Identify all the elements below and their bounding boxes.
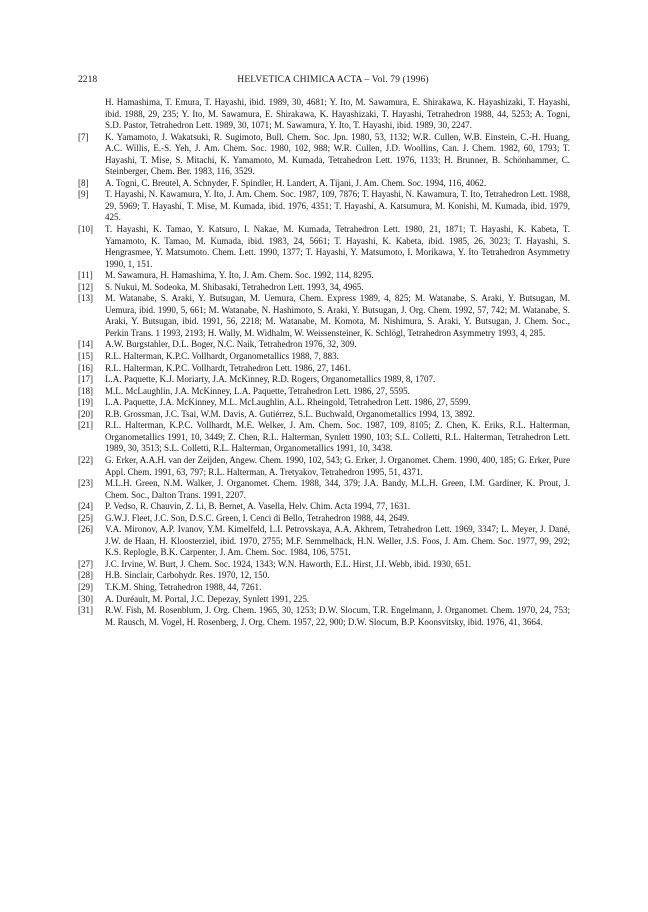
reference-text: A. Togni, C. Breutel, A. Schnyder, F. Spindler, H. Landert, A. Tijani, J. Am. Chem. Soc. 1994, 116, 4062. (105, 177, 487, 188)
reference-number: [28] (78, 570, 94, 581)
reference-number: [15] (78, 351, 94, 362)
reference-number: [8] (78, 177, 89, 188)
reference-text: A.W. Burgstahler, D.L. Boger, N.C. Naik, Tetrahedron 1976, 32, 309. (105, 339, 357, 350)
reference-item (78, 420, 570, 455)
reference-text: R.B. Grossman, J.C. Tsai, W.M. Davis, A. Gutiérrez, S.L. Buchwald, Organometallics 1994, 13, 3892. (105, 408, 475, 419)
reference-number: [18] (78, 385, 94, 396)
reference-item (78, 363, 570, 375)
reference-item (78, 374, 570, 386)
reference-number: [12] (78, 281, 94, 292)
reference-number: [14] (78, 339, 94, 350)
reference-text: G.W.J. Fleet, J.C. Son, D.S.C. Green, I. Cenci di Bello, Tetrahedron 1988, 44, 2649. (105, 512, 410, 523)
reference-number: [24] (78, 501, 94, 512)
reference-number: [7] (78, 131, 89, 142)
reference-text: R.W. Fish, M. Rosenblum, J. Org. Chem. 1965, 30, 1253; D.W. Slocum, T.R. Engelmann, J. Organomet. Chem. 1970, 24, 753; M. Rausch, M. Vogel, H. Rosenberg, J. Org. Chem. 1957, 22, 900; D.W. Slocum, B.P. Koonsvitsky, ibid. 1976, 41, 3664. (105, 605, 570, 627)
reference-item (78, 409, 570, 421)
reference-item (78, 97, 570, 132)
reference-item (78, 351, 570, 363)
reference-number: [20] (78, 408, 94, 419)
reference-text: L.A. Paquette, J.A. McKinney, M.L. McLaughlin, A.L. Rheingold, Tetrahedron Lett. 1986, 27, 5599. (105, 397, 471, 408)
reference-item (78, 224, 570, 270)
reference-number: [17] (78, 374, 94, 385)
reference-text: M. Sawamura, H. Hamashima, Y. Ito, J. Am. Chem. Soc. 1992, 114, 8295. (105, 270, 374, 281)
reference-text: G. Erker, A.A.H. van der Zeijden, Angew. Chem. 1990, 102, 543; G. Erker, J. Organomet. Chem. 1990, 400, 185; G. Erker, Pure Appl. Chem. 1991, 63, 797; R.L. Halterman, A. Tretyakov, Tetrahedron 1995, 51, 4371. (105, 454, 570, 477)
running-title: HELVETICA CHIMICA ACTA – Vol. 79 (1996) (237, 74, 429, 85)
reference-text: J.C. Irvine, W. Burt, J. Chem. Soc. 1924, 1343; W.N. Haworth, E.L. Hirst, J.I. Webb, ibid. 1930, 651. (105, 558, 471, 569)
reference-number: [16] (78, 362, 94, 373)
reference-number: [25] (78, 512, 94, 523)
reference-number: [10] (78, 224, 94, 235)
reference-text: S. Nukui, M. Sodeoka, M. Shibasaki, Tetrahedron Lett. 1993, 34, 4965. (105, 281, 364, 292)
reference-text: P. Vedso, R. Chauvin, Z. Li, B. Bernet, A. Vasella, Helv. Chim. Acta 1994, 77, 1631. (105, 501, 411, 512)
reference-text: H. Hamashima, T. Emura, T. Hayashi, ibid. 1989, 30, 4681; Y. Ito, M. Sawamura, E. Shirakawa, K. Hayashizaki, T. Hayashi, ibid. 1988, 29, 235; Y. Ito, M. Sawamura, E. Shirakawa, K. Hayashizaki, T. Hayashi, Tetrahedron 1988, 44, 5253; A. Togni, S.D. Pastor, Tetrahedron Lett. 1989, 30, 1071; M. Sawamura, Y. Ito, T. Hayashi, ibid. 1989, 30, 2247. (105, 97, 570, 131)
reference-text: V.A. Mironov, A.P. Ivanov, Y.M. Kimelfeld, L.I. Petrovskaya, A.A. Akhrem, Tetrahedron Lett. 1969, 3347; L. Meyer, J. Dané, J.W. de Haan, H. Kloosterziel, ibid. 1970, 2755; M.F. Semmelhack, H.N. Weller, J.S. Foos, J. Am. Chem. Soc. 1977, 99, 292; K.S. Replogle, B.K. Carpenter, J. Am. Chem. Soc. 1984, 106, 5751. (105, 524, 570, 558)
reference-number: [23] (78, 478, 94, 489)
reference-item (78, 455, 570, 478)
reference-text: R.L. Halterman, K.P.C. Vollhardt, M.E. Welker, J. Am. Chem. Soc. 1987, 109, 8105; Z. Chen, K. Eriks, R.L. Halterman, Organometallics 1991, 10, 3449; Z. Chen, R.L. Halterman, Synlett 1990, 103; S.L. Colletti, R.L. Halterman, Tetrahedron Lett. 1989, 30, 3513; S.L. Colletti, R.L. Halterman, Organometallics 1991, 10, 3438. (105, 420, 570, 454)
reference-item (78, 178, 570, 190)
reference-item (78, 339, 570, 351)
reference-item (78, 594, 570, 606)
reference-number: [19] (78, 397, 94, 408)
reference-text: T.K.M. Shing, Tetrahedron 1988, 44, 7261. (105, 581, 262, 592)
reference-item (78, 605, 570, 628)
reference-number: [9] (78, 189, 89, 200)
reference-item (78, 270, 570, 282)
reference-text: H.B. Sinclair, Carbohydr. Res. 1970, 12, 150. (105, 570, 270, 581)
reference-number: [22] (78, 454, 94, 465)
reference-item (78, 524, 570, 559)
reference-text: A. Duréault, M. Portal, J.C. Depezay, Synlett 1991, 225. (105, 593, 310, 604)
reference-item (78, 397, 570, 409)
reference-item (78, 189, 570, 224)
reference-number: [21] (78, 420, 94, 431)
reference-text: R.L. Halterman, K.P.C. Vollhardt, Organometallics 1988, 7, 883. (105, 351, 339, 362)
reference-item (78, 582, 570, 594)
reference-number: [27] (78, 558, 94, 569)
reference-number: [29] (78, 581, 94, 592)
page-number: 2218 (78, 74, 98, 85)
reference-number: [11] (78, 270, 93, 281)
reference-text: M.L.H. Green, N.M. Walker, J. Organomet. Chem. 1988, 344, 379; J.A. Bandy, M.L.H. Green, I.M. Gardiner, K. Prout, J. Chem. Soc., Dalton Trans. 1991, 2207. (105, 478, 570, 500)
reference-text: M.L. McLaughlin, J.A. McKinney, L.A. Paquette, Tetrahedron Lett. 1986, 27, 5595. (105, 385, 410, 396)
reference-number: [13] (78, 293, 94, 304)
reference-text: K. Yamamoto, J. Wakatsuki, R. Sugimoto, Bull. Chem. Soc. Jpn. 1980, 53, 1132; W.R. Cullen, W.B. Einstein, C.-H. Huang, A.C. Willis, E.-S. Yeh, J. Am. Chem. Soc. 1980, 102, 988; W.R. Cullen, J.D. Woollins, Can. J. Chem. 1982, 60, 1793; T. Hayashi, T. Mise, S. Mitachi, K. Yamamoto, M. Kumada, Tetrahedron Lett. 1976, 1133; H. Brunner, B. Schönhammer, C. Steinberger, Chem. Ber. 1983, 116, 3529. (105, 131, 570, 177)
reference-text: T. Hayashi, K. Tamao, Y. Katsuro, I. Nakae, M. Kumada, Tetrahedron Lett. 1980, 21, 1871; T. Hayashi, K. Kabeta, T. Yamamoto, K. Tamao, M. Kumada, ibid. 1983, 24, 5661; T. Hayashi, K. Kabeta, ibid. 1985, 26, 3023; T. Hayashi, S. Hengrasmee, Y. Matsumoto. Chem. Lett. 1990, 1377; T. Hayashi, Y. Matsumoto, I. Morikawa, Y. Ito Tetrahedron Asymmetry 1990, 1, 151. (105, 224, 570, 269)
reference-item (78, 386, 570, 398)
reference-item (78, 513, 570, 525)
reference-text: R.L. Halterman, K.P.C. Vollhardt, Tetrahedron Lett. 1986, 27, 1461. (105, 362, 351, 373)
reference-item (78, 132, 570, 178)
reference-list (78, 97, 570, 628)
reference-text: M. Watanabe, S. Araki, Y. Butsugan, M. Uemura, Chem. Express 1989, 4, 825; M. Watanabe, S. Araki, Y. Butsugan, M. Uemura, ibid. 1990, 5, 661; M. Watanabe, N. Hashimoto, S. Araki, Y. Butsugan, J. Org. Chem. 1992, 57, 742; M. Watanabe, S. Araki, Y. Butsugan, ibid. 1991, 56, 2218; M. Watanabe, M. Komota, M. Nishimura, S. Araki, Y. Butsugan, J. Chem. Soc., Perkin Trans. 1 1993, 2193; H. Wally, M. Widhalm, W. Weissensteiner, K. Schlögl, Tetrahedron Asymmetry 1993, 4, 285. (105, 293, 570, 338)
reference-text: L.A. Paquette, K.J. Moriarty, J.A. McKinney, R.D. Rogers, Organometallics 1989, 8, 1707. (105, 374, 436, 385)
reference-item (78, 282, 570, 294)
reference-item (78, 570, 570, 582)
reference-item (78, 501, 570, 513)
reference-item (78, 478, 570, 501)
reference-item (78, 559, 570, 571)
reference-number: [30] (78, 593, 94, 604)
reference-item (78, 293, 570, 339)
reference-number (78, 97, 105, 132)
reference-number: [31] (78, 605, 94, 616)
reference-text: T. Hayashi, N. Kawamura, Y. Ito, J. Am. Chem. Soc. 1987, 109, 7876; T. Hayashi, N. Kawamura, T. Ito, Tetrahedron Lett. 1988, 29, 5969; T. Hayashi, T. Mise, M. Kumada, ibid. 1976, 4351; T. Hayashi, A. Katsumura, M. Konishi, M. Kumada, ibid. 1979, 425. (105, 189, 570, 223)
reference-number: [26] (78, 524, 94, 535)
